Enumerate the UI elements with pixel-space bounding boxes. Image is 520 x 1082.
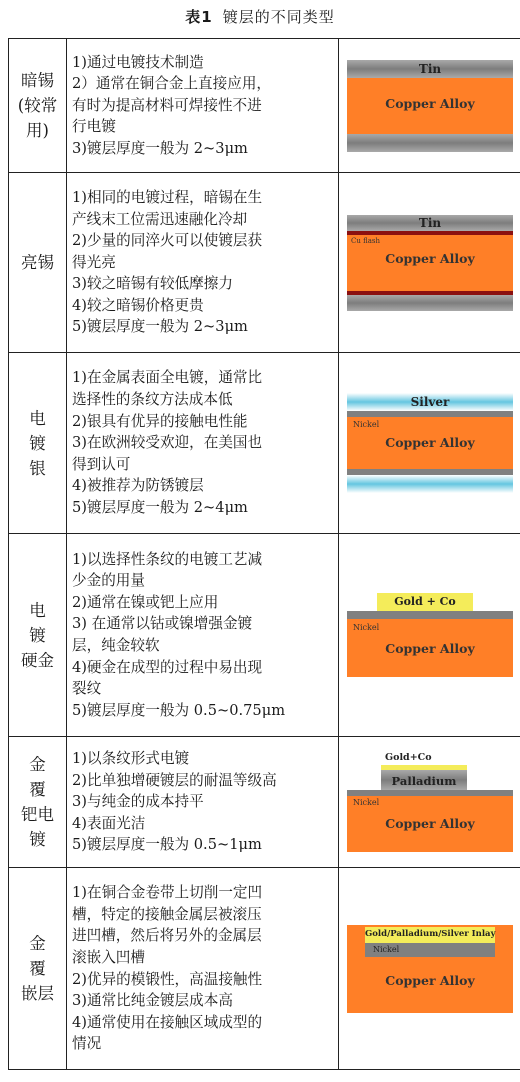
type-cell: [9, 173, 67, 353]
copper-label: Copper Alloy: [385, 95, 475, 111]
type-label: 覆: [29, 780, 46, 799]
palladium-label: Palladium: [391, 774, 457, 788]
type-label: 镀: [29, 830, 46, 849]
gold-cobalt-label: Gold+Co: [385, 752, 432, 763]
copper-label: Copper Alloy: [385, 816, 475, 831]
layer-diagram-cell: [339, 173, 520, 353]
description-line: 裂纹: [72, 680, 102, 698]
description-line: 1)以条纹形式电镀: [72, 750, 190, 768]
bottom-tin-layer: [347, 134, 513, 152]
type-label: 镀: [29, 625, 46, 645]
type-label: 暗锡: [21, 71, 54, 90]
table-row: [9, 534, 520, 737]
description-cell: [67, 39, 339, 173]
description-line: 2)银具有优异的接触电性能: [72, 412, 248, 430]
nickel-label: Nickel: [373, 944, 400, 954]
silver-label: Silver: [410, 395, 450, 409]
description-line: 产线末工位需迅速融化冷却: [72, 210, 248, 228]
description-line: 5)镀层厚度一般为 2~3μm: [72, 318, 248, 336]
description-cell: [67, 173, 339, 353]
type-cell: [9, 737, 67, 868]
type-label: (较常: [17, 96, 58, 115]
description-line: 3)较之暗锡有较低摩擦力: [72, 275, 233, 293]
table-title: 镀层的不同类型: [222, 8, 335, 26]
nickel-label: Nickel: [353, 420, 380, 429]
layer-diagram-cell: [339, 868, 520, 1070]
inlay-label: Gold/Palladium/Silver Inlay: [365, 928, 496, 939]
copper-label: Copper Alloy: [385, 641, 475, 656]
silver-plating-diagram: [347, 393, 513, 493]
bottom-silver-layer: [347, 475, 513, 493]
description-line: 5)镀层厚度一般为 0.5~0.75μm: [72, 701, 286, 719]
description-line: 3) 在通常以钴或镍增强金镀: [72, 615, 253, 633]
description-line: 3)在欧洲较受欢迎，在美国也: [72, 434, 263, 452]
table-caption: [0, 6, 520, 27]
nickel-label: Nickel: [353, 798, 380, 807]
layer-diagram-cell: [339, 534, 520, 737]
type-cell: [9, 39, 67, 173]
type-label: 金: [29, 755, 46, 774]
bottom-tin-layer: [347, 295, 513, 311]
description-line: 2)优异的模锻性，高温接触性: [72, 970, 263, 988]
description-cell: [67, 868, 339, 1070]
type-cell: [9, 868, 67, 1070]
gold-cobalt-label: Gold + Co: [394, 595, 456, 608]
description-line: 5)镀层厚度一般为 2~4μm: [72, 498, 248, 516]
description-line: 3)与纯金的成本持平: [72, 793, 204, 811]
description-line: 层，纯金较软: [72, 637, 160, 654]
tin-label: Tin: [418, 61, 442, 76]
layer-diagram-cell: [339, 39, 520, 173]
type-label: 钯电: [21, 805, 54, 824]
description-line: 得光亮: [72, 253, 116, 271]
type-cell: [9, 353, 67, 534]
description-line: 4)通常使用在接触区域成型的: [72, 1013, 263, 1031]
description-line: 2)少量的同淬火可以使镀层获: [72, 232, 263, 250]
inlay-diagram: [347, 925, 513, 1013]
type-label: 电: [29, 408, 46, 428]
tin-label: Tin: [418, 215, 442, 230]
description-line: 3)镀层厚度一般为 2~3μm: [72, 139, 248, 157]
description-line: 槽，特定的接触金属层被滚压: [72, 905, 262, 923]
description-line: 1)以选择性条纹的电镀工艺减: [72, 550, 263, 568]
gold-palladium-diagram: [347, 752, 513, 852]
description-cell: [67, 353, 339, 534]
table-number: 表1: [185, 8, 213, 26]
layer-diagram-cell: [339, 737, 520, 868]
type-label: 银: [29, 458, 46, 478]
description-line: 4)硬金在成型的过程中易出现: [72, 658, 263, 676]
type-label: 覆: [29, 959, 46, 978]
bright-tin-diagram: [347, 215, 513, 311]
description-line: 有时为提高材料可焊接性不进: [72, 96, 262, 114]
type-label: 镀: [29, 433, 46, 453]
description-line: 1)在铜合金卷带上切削一定凹: [72, 884, 263, 902]
description-line: 选择性的条纹方法成本低: [72, 391, 233, 409]
type-label: 嵌层: [21, 984, 54, 1003]
type-label: 亮锡: [21, 253, 54, 272]
type-cell: [9, 534, 67, 737]
nickel-layer: [347, 611, 513, 619]
description-line: 2）通常在铜合金上直接应用，: [72, 75, 272, 93]
copper-label: Copper Alloy: [385, 250, 475, 266]
description-cell: [67, 737, 339, 868]
description-line: 3)通常比纯金镀层成本高: [72, 992, 233, 1010]
description-line: 1)在金属表面全电镀，通常比: [72, 369, 263, 387]
description-line: 4)表面光洁: [72, 814, 146, 832]
description-line: 4)较之暗锡价格更贵: [72, 296, 204, 314]
table-row: [9, 173, 520, 353]
description-line: 2)比单独增硬镀层的耐温等级高: [72, 771, 277, 789]
description-line: 少金的用量: [72, 572, 145, 590]
table-row: [9, 353, 520, 534]
table-row: [9, 868, 520, 1070]
description-line: 5)镀层厚度一般为 0.5~1μm: [72, 836, 262, 854]
description-line: 情况: [72, 1035, 102, 1053]
copper-label: Copper Alloy: [385, 972, 475, 988]
description-line: 滚嵌入凹槽: [72, 948, 145, 966]
plating-types-table: [8, 38, 520, 1070]
description-line: 1)相同的电镀过程，暗锡在生: [72, 188, 263, 206]
description-line: 1)通过电镀技术制造: [72, 53, 204, 71]
description-line: 行电镀: [72, 118, 116, 136]
dull-tin-diagram: [347, 60, 513, 152]
type-label: 硬金: [21, 650, 54, 670]
hard-gold-diagram: [347, 593, 513, 677]
description-line: 2)通常在镍或钯上应用: [72, 593, 219, 611]
type-label: 用): [26, 121, 49, 140]
layer-diagram-cell: [339, 353, 520, 534]
nickel-label: Nickel: [353, 623, 380, 632]
type-label: 电: [29, 600, 46, 620]
cu-flash-label: Cu flash: [351, 236, 381, 245]
description-line: 进凹槽，然后将另外的金属层: [72, 927, 262, 945]
table-row: [9, 737, 520, 868]
type-label: 金: [29, 934, 46, 953]
description-line: 得到认可: [72, 455, 131, 473]
table-row: [9, 39, 520, 173]
description-line: 4)被推荐为防锈镀层: [72, 477, 204, 495]
copper-label: Copper Alloy: [385, 435, 475, 450]
description-cell: [67, 534, 339, 737]
